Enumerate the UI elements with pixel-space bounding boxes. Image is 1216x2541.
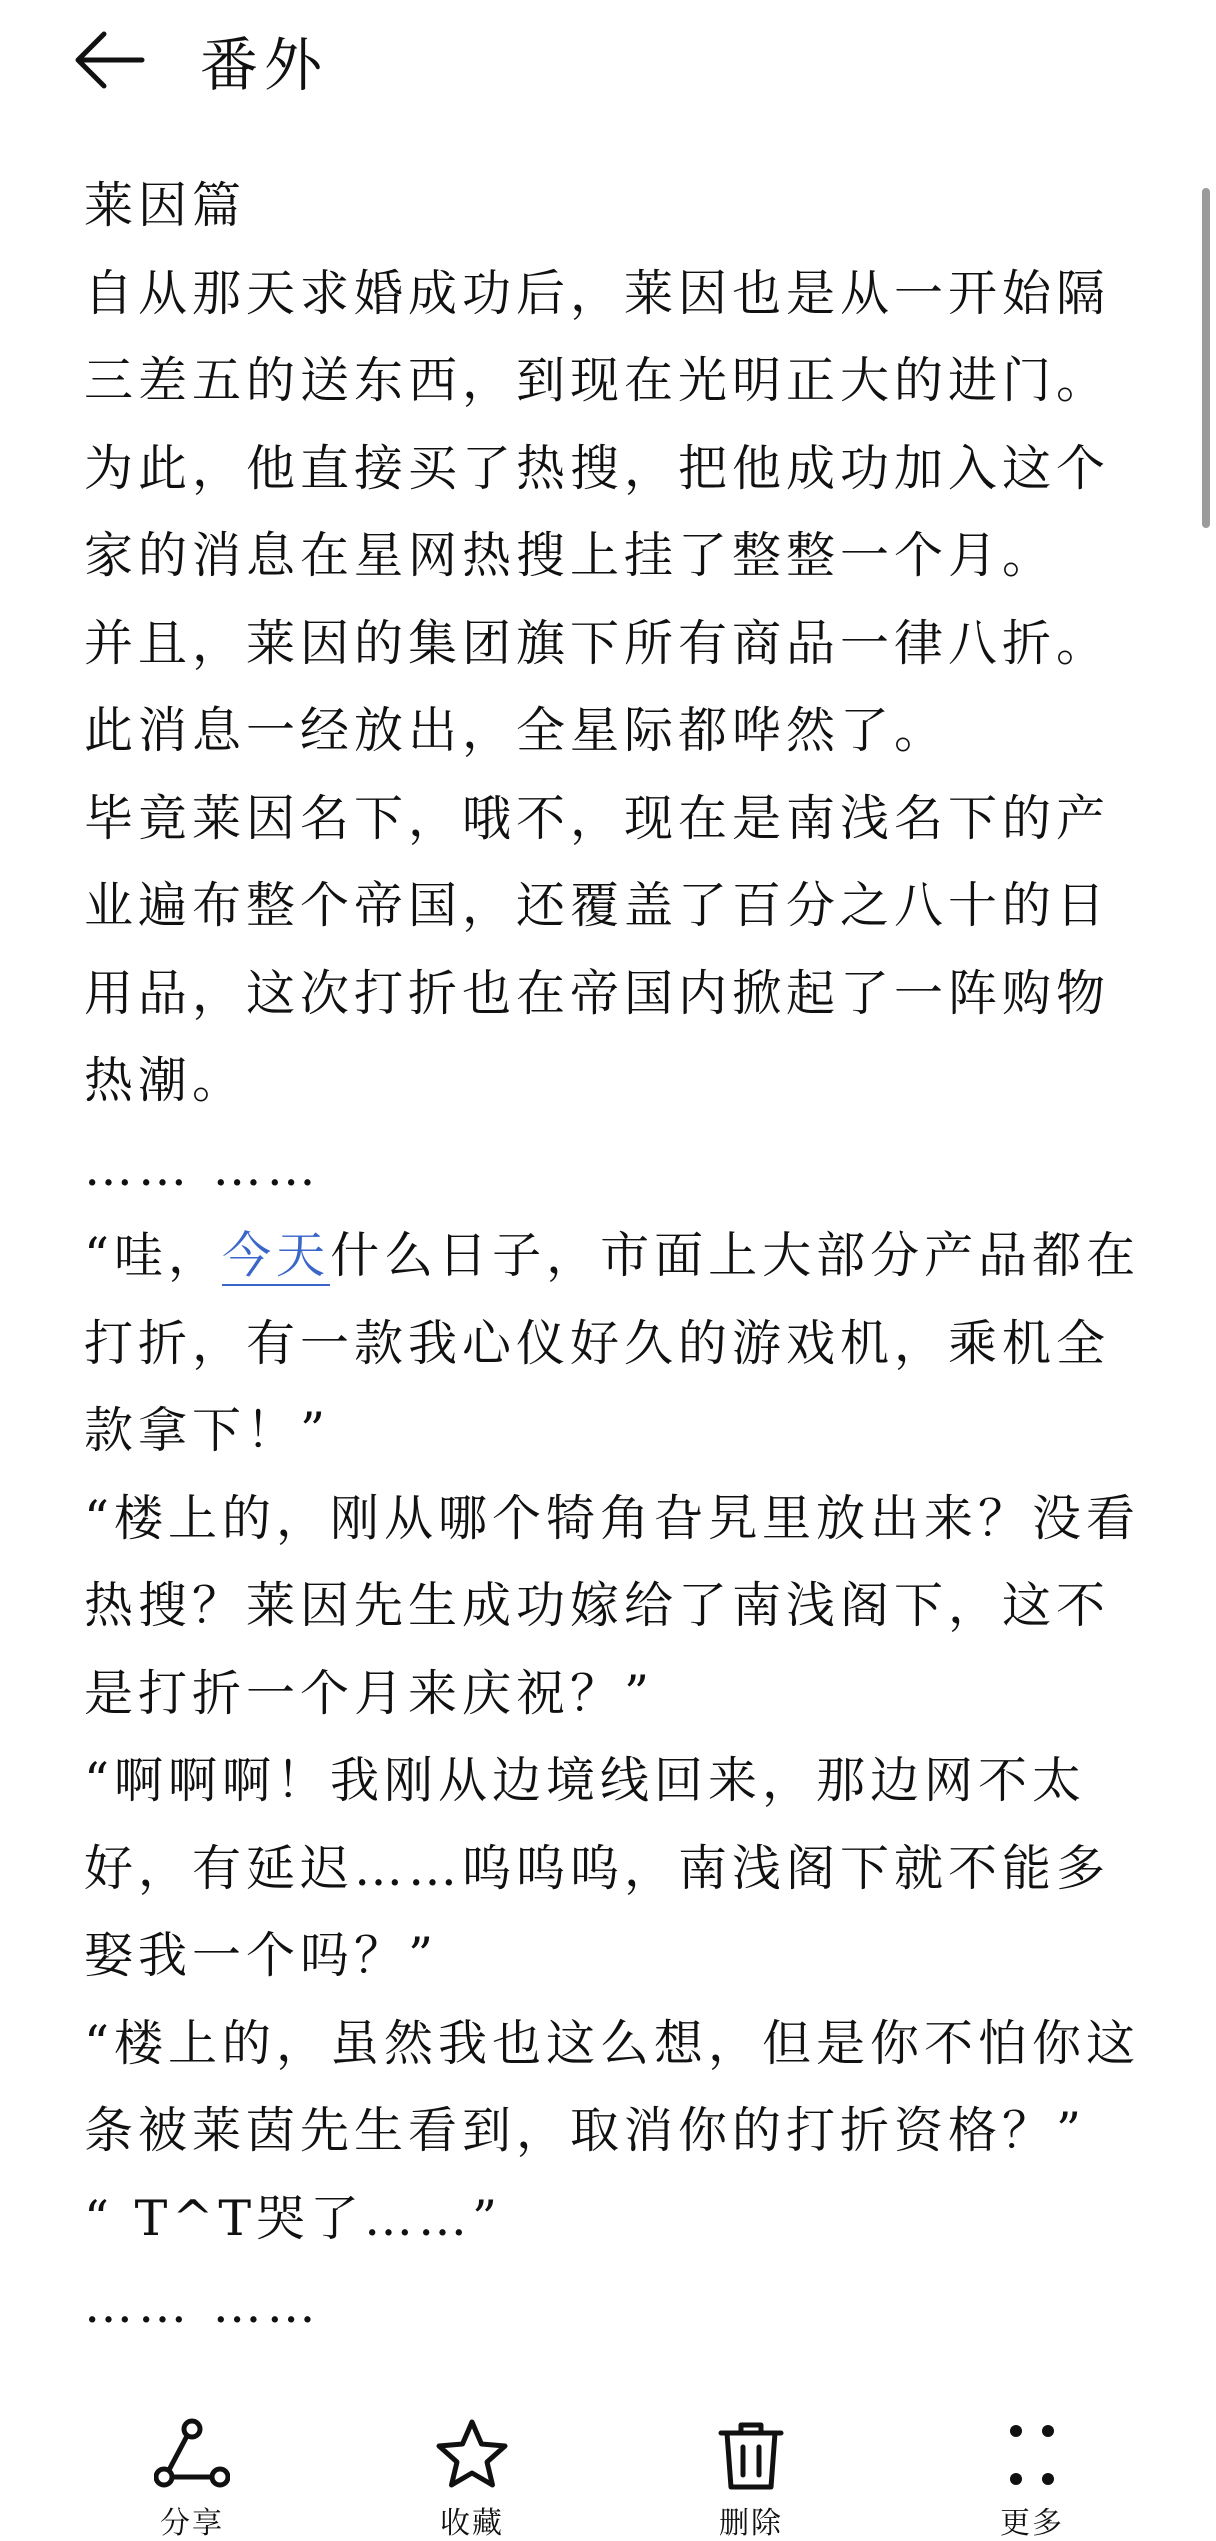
- arrow-left-icon: [70, 20, 150, 100]
- trash-icon: [713, 2417, 789, 2493]
- quote-rest: 什么日子，市面上大部分产品都在打折，有一款我心仪好久的游戏机，乘机全款拿下！”: [84, 1227, 1141, 1459]
- article-content: [84, 162, 1144, 2350]
- bottom-toolbar: [0, 2359, 1216, 2539]
- scrollbar[interactable]: [1202, 188, 1210, 528]
- ellipsis-separator: …… ……: [84, 2277, 321, 2334]
- paragraph: 毕竟莱因名下，哦不，现在是南浅名下的产业遍布整个帝国，还覆盖了百分之八十的日用品，这次打折也在帝国内掀起了一阵购物热潮。: [84, 789, 1111, 1109]
- paragraph: “楼上的，虽然我也这么想，但是你不怕你这条被莱茵先生看到，取消你的打折资格？”: [84, 2014, 1141, 2159]
- favorite-label: 收藏: [440, 2506, 504, 2541]
- back-button[interactable]: [70, 20, 170, 120]
- paragraph: “啊啊啊！我刚从边境线回来，那边网不太好，有延迟……呜呜呜，南浅阁下就不能多娶我一个吗？”: [84, 1752, 1111, 1984]
- paragraph: [84, 1212, 1144, 1475]
- paragraph: “楼上的，刚从哪个犄角旮旯里放出来？没看热搜？莱因先生成功嫁给了南浅阁下，这不是打折一个月来庆祝？”: [84, 1489, 1141, 1722]
- share-label: 分享: [160, 2506, 224, 2541]
- paragraph: 为此，他直接买了热搜，把他成功加入这个家的消息在星网热搜上挂了整整一个月。: [84, 439, 1111, 584]
- chapter-heading: 莱因篇: [84, 177, 247, 234]
- more-button[interactable]: [932, 2417, 1132, 2541]
- today-link[interactable]: 今天: [222, 1227, 331, 1284]
- paragraph: “ T^T哭了……”: [84, 2189, 503, 2247]
- ellipsis-separator: …… ……: [84, 1139, 321, 1197]
- delete-button[interactable]: [651, 2417, 851, 2541]
- more-dots-icon: [994, 2417, 1070, 2493]
- paragraph: 并且，莱因的集团旗下所有商品一律八折。: [84, 614, 1111, 672]
- share-button[interactable]: [92, 2417, 292, 2541]
- header: [0, 0, 1216, 150]
- share-icon: [154, 2417, 230, 2493]
- star-icon: [434, 2417, 510, 2493]
- page-title: 番外: [200, 31, 329, 99]
- delete-label: 删除: [719, 2506, 783, 2541]
- quote-prefix: “哇，: [84, 1227, 223, 1284]
- paragraph: 自从那天求婚成功后，莱因也是从一开始隔三差五的送东西，到现在光明正大的进门。: [84, 264, 1111, 409]
- favorite-button[interactable]: [372, 2417, 572, 2541]
- more-label: 更多: [1000, 2506, 1064, 2541]
- paragraph: 此消息一经放出，全星际都哗然了。: [84, 702, 949, 759]
